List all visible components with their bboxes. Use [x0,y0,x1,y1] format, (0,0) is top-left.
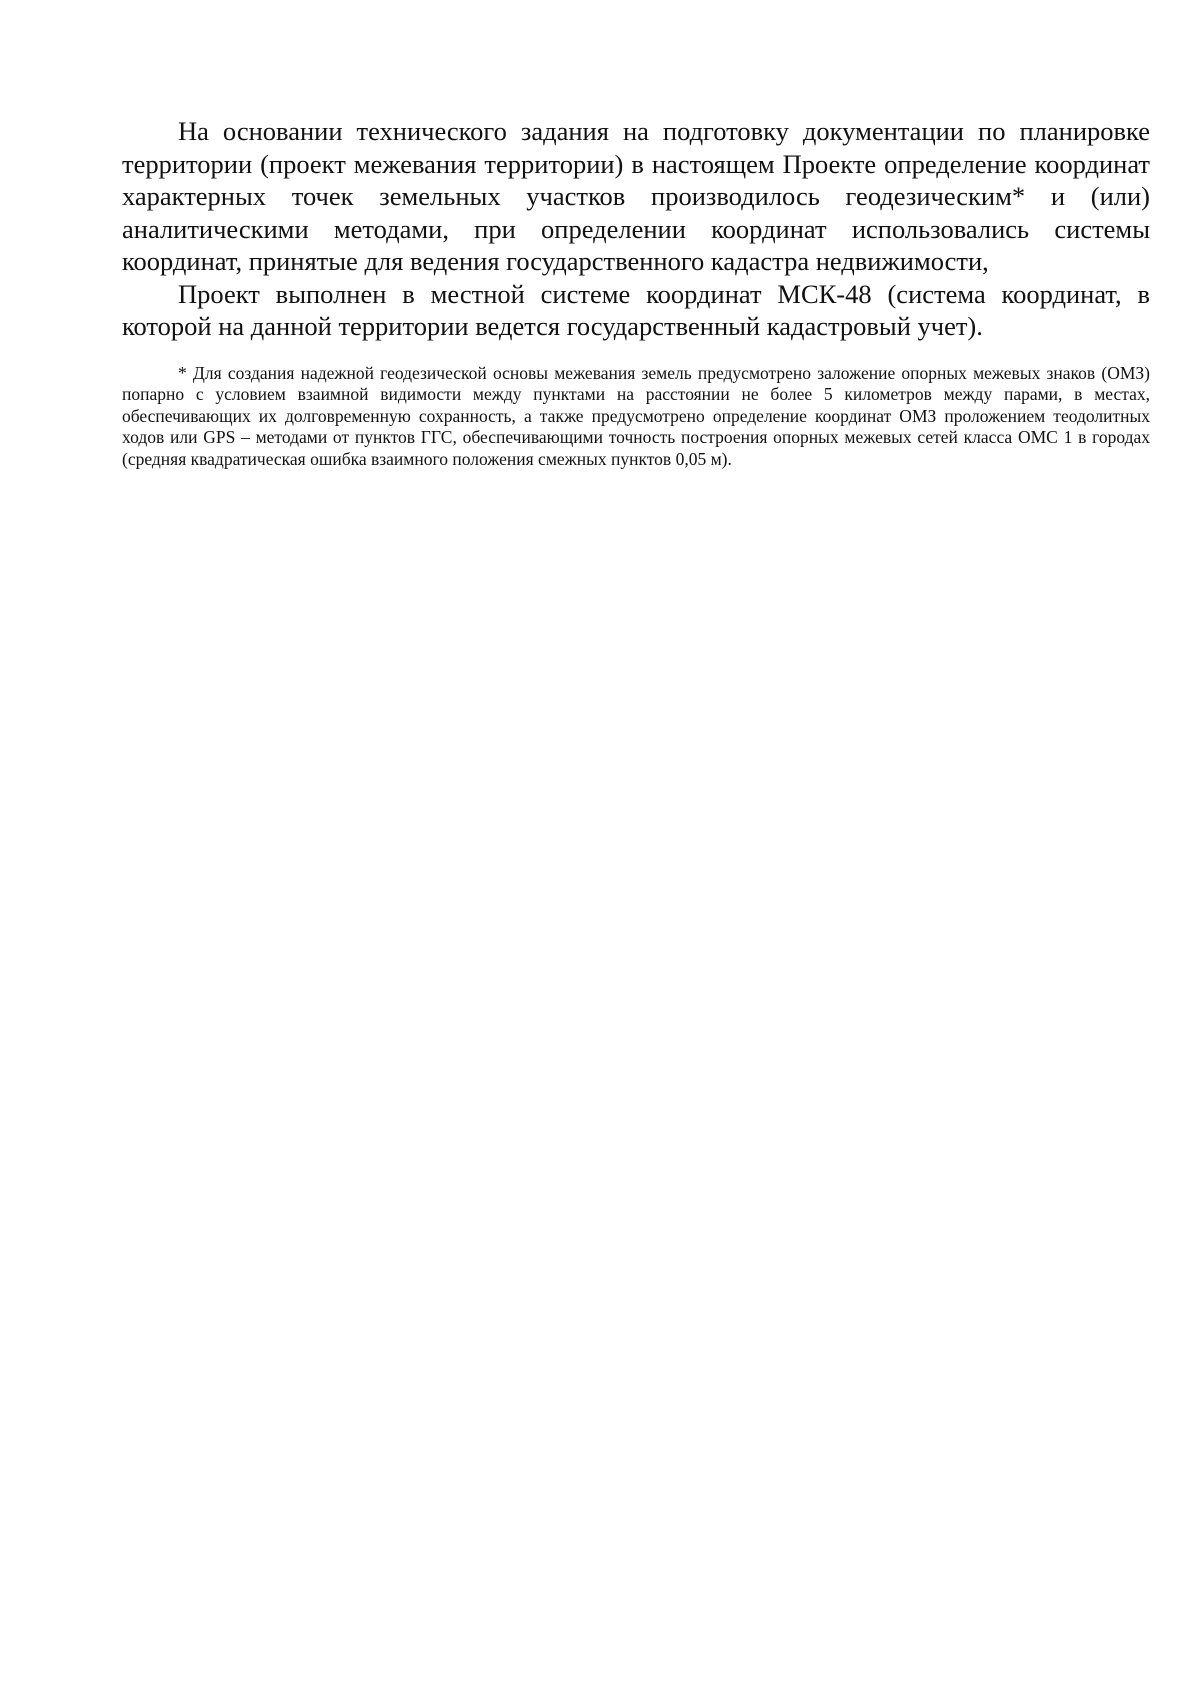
paragraph-coordinate-methods: На основании технического задания на подготовку документации по планировке территории (проект межевания территории) в настоящем Проекте определение координат характерных точек земельных участков производилось геодезическим* и (или) аналитическими методами, при определении координат использовались системы координат, принятые для ведения государственного кадастра недвижимости, [122,116,1150,276]
footnote-geodetic-basis: * Для создания надежной геодезической основы межевания земель предусмотрено заложение опорных межевых знаков (ОМЗ) попарно с условием взаимной видимости между пунктами на расстоянии не более 5 километров между парами, в местах, обеспечивающих их долговременную сохранность, а также предусмотрено определение координат ОМЗ проложением теодолитных ходов или GPS – методами от пунктов ГГС, обеспечивающими точность построения опорных межевых сетей класса ОМС 1 в городах (средняя квадратическая ошибка взаимного положения смежных пунктов 0,05 м). [122,362,1150,469]
document-body [122,115,1150,470]
paragraph-coordinate-system: Проект выполнен в местной системе координат МСК-48 (система координат, в которой на данной территории ведется государственный кадастровый учет). [122,278,1150,341]
